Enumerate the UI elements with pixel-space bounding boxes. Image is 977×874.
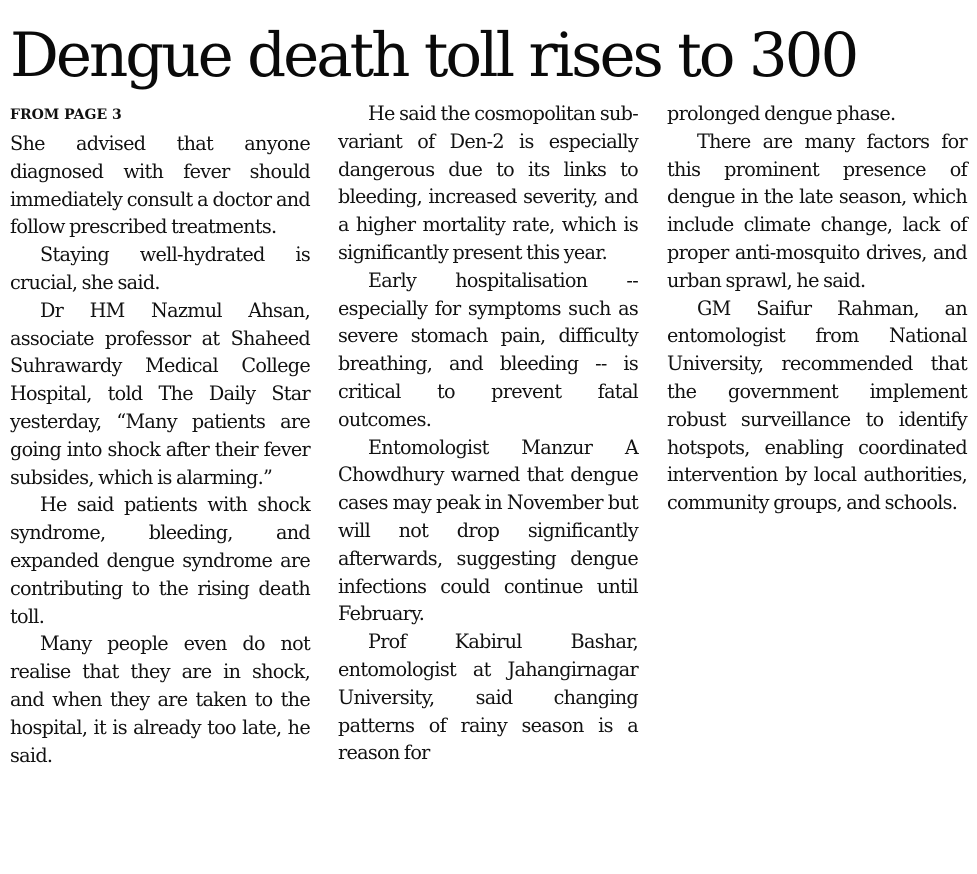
paragraph: Many people even do not realise that they are in shock, and when they are taken to the hospital, it is already too late, he said. [10, 632, 310, 767]
article-column-2 [338, 100, 638, 767]
article-column-1 [10, 100, 310, 769]
paragraph: Dr HM Nazmul Ahsan, associate professor at Shaheed Suhrawardy Medical College Hospital, told The Daily Star yesterday, “Many patients are going into shock after their fever subsides, which is alarming.” [10, 298, 310, 489]
paragraph: He said patients with shock syndrome, bleeding, and expanded dengue syndrome are contributing to the rising death toll. [10, 493, 310, 628]
paragraph: She advised that anyone diagnosed with fever should immediately consult a doctor and follow prescribed treatments. [10, 132, 310, 239]
jump-kicker: FROM PAGE 3 [10, 107, 122, 123]
paragraph: GM Saifur Rahman, an entomologist from National University, recommended that the government implement robust surveillance to identify hotspots, enabling coordinated intervention by local authorities, community groups, and schools. [667, 296, 967, 515]
paragraph: There are many factors for this prominent presence of dengue in the late season, which include climate change, lack of proper anti-mosquito drives, and urban sprawl, he said. [667, 129, 967, 292]
paragraph: Entomologist Manzur A Chowdhury warned that dengue cases may peak in November but will not drop significantly afterwards, suggesting dengue infections could continue until February. [338, 435, 638, 626]
paragraph: Prof Kabirul Bashar, entomologist at Jahangirnagar University, said changing patterns of rainy season is a reason for [338, 630, 638, 765]
headline: Dengue death toll rises to 300 [10, 20, 857, 91]
paragraph-continued: prolonged dengue phase. [667, 102, 896, 125]
paragraph: Early hospitalisation -- especially for symptoms such as severe stomach pain, difficulty breathing, and bleeding -- is critical to prevent fatal outcomes. [338, 268, 638, 431]
paragraph: Staying well-hydrated is crucial, she said. [10, 243, 310, 294]
paragraph: He said the cosmopolitan sub-variant of Den-2 is especially dangerous due to its links to bleeding, increased severity, and a higher mortality rate, which is significantly present this year. [338, 102, 638, 264]
article-column-3 [667, 100, 967, 517]
